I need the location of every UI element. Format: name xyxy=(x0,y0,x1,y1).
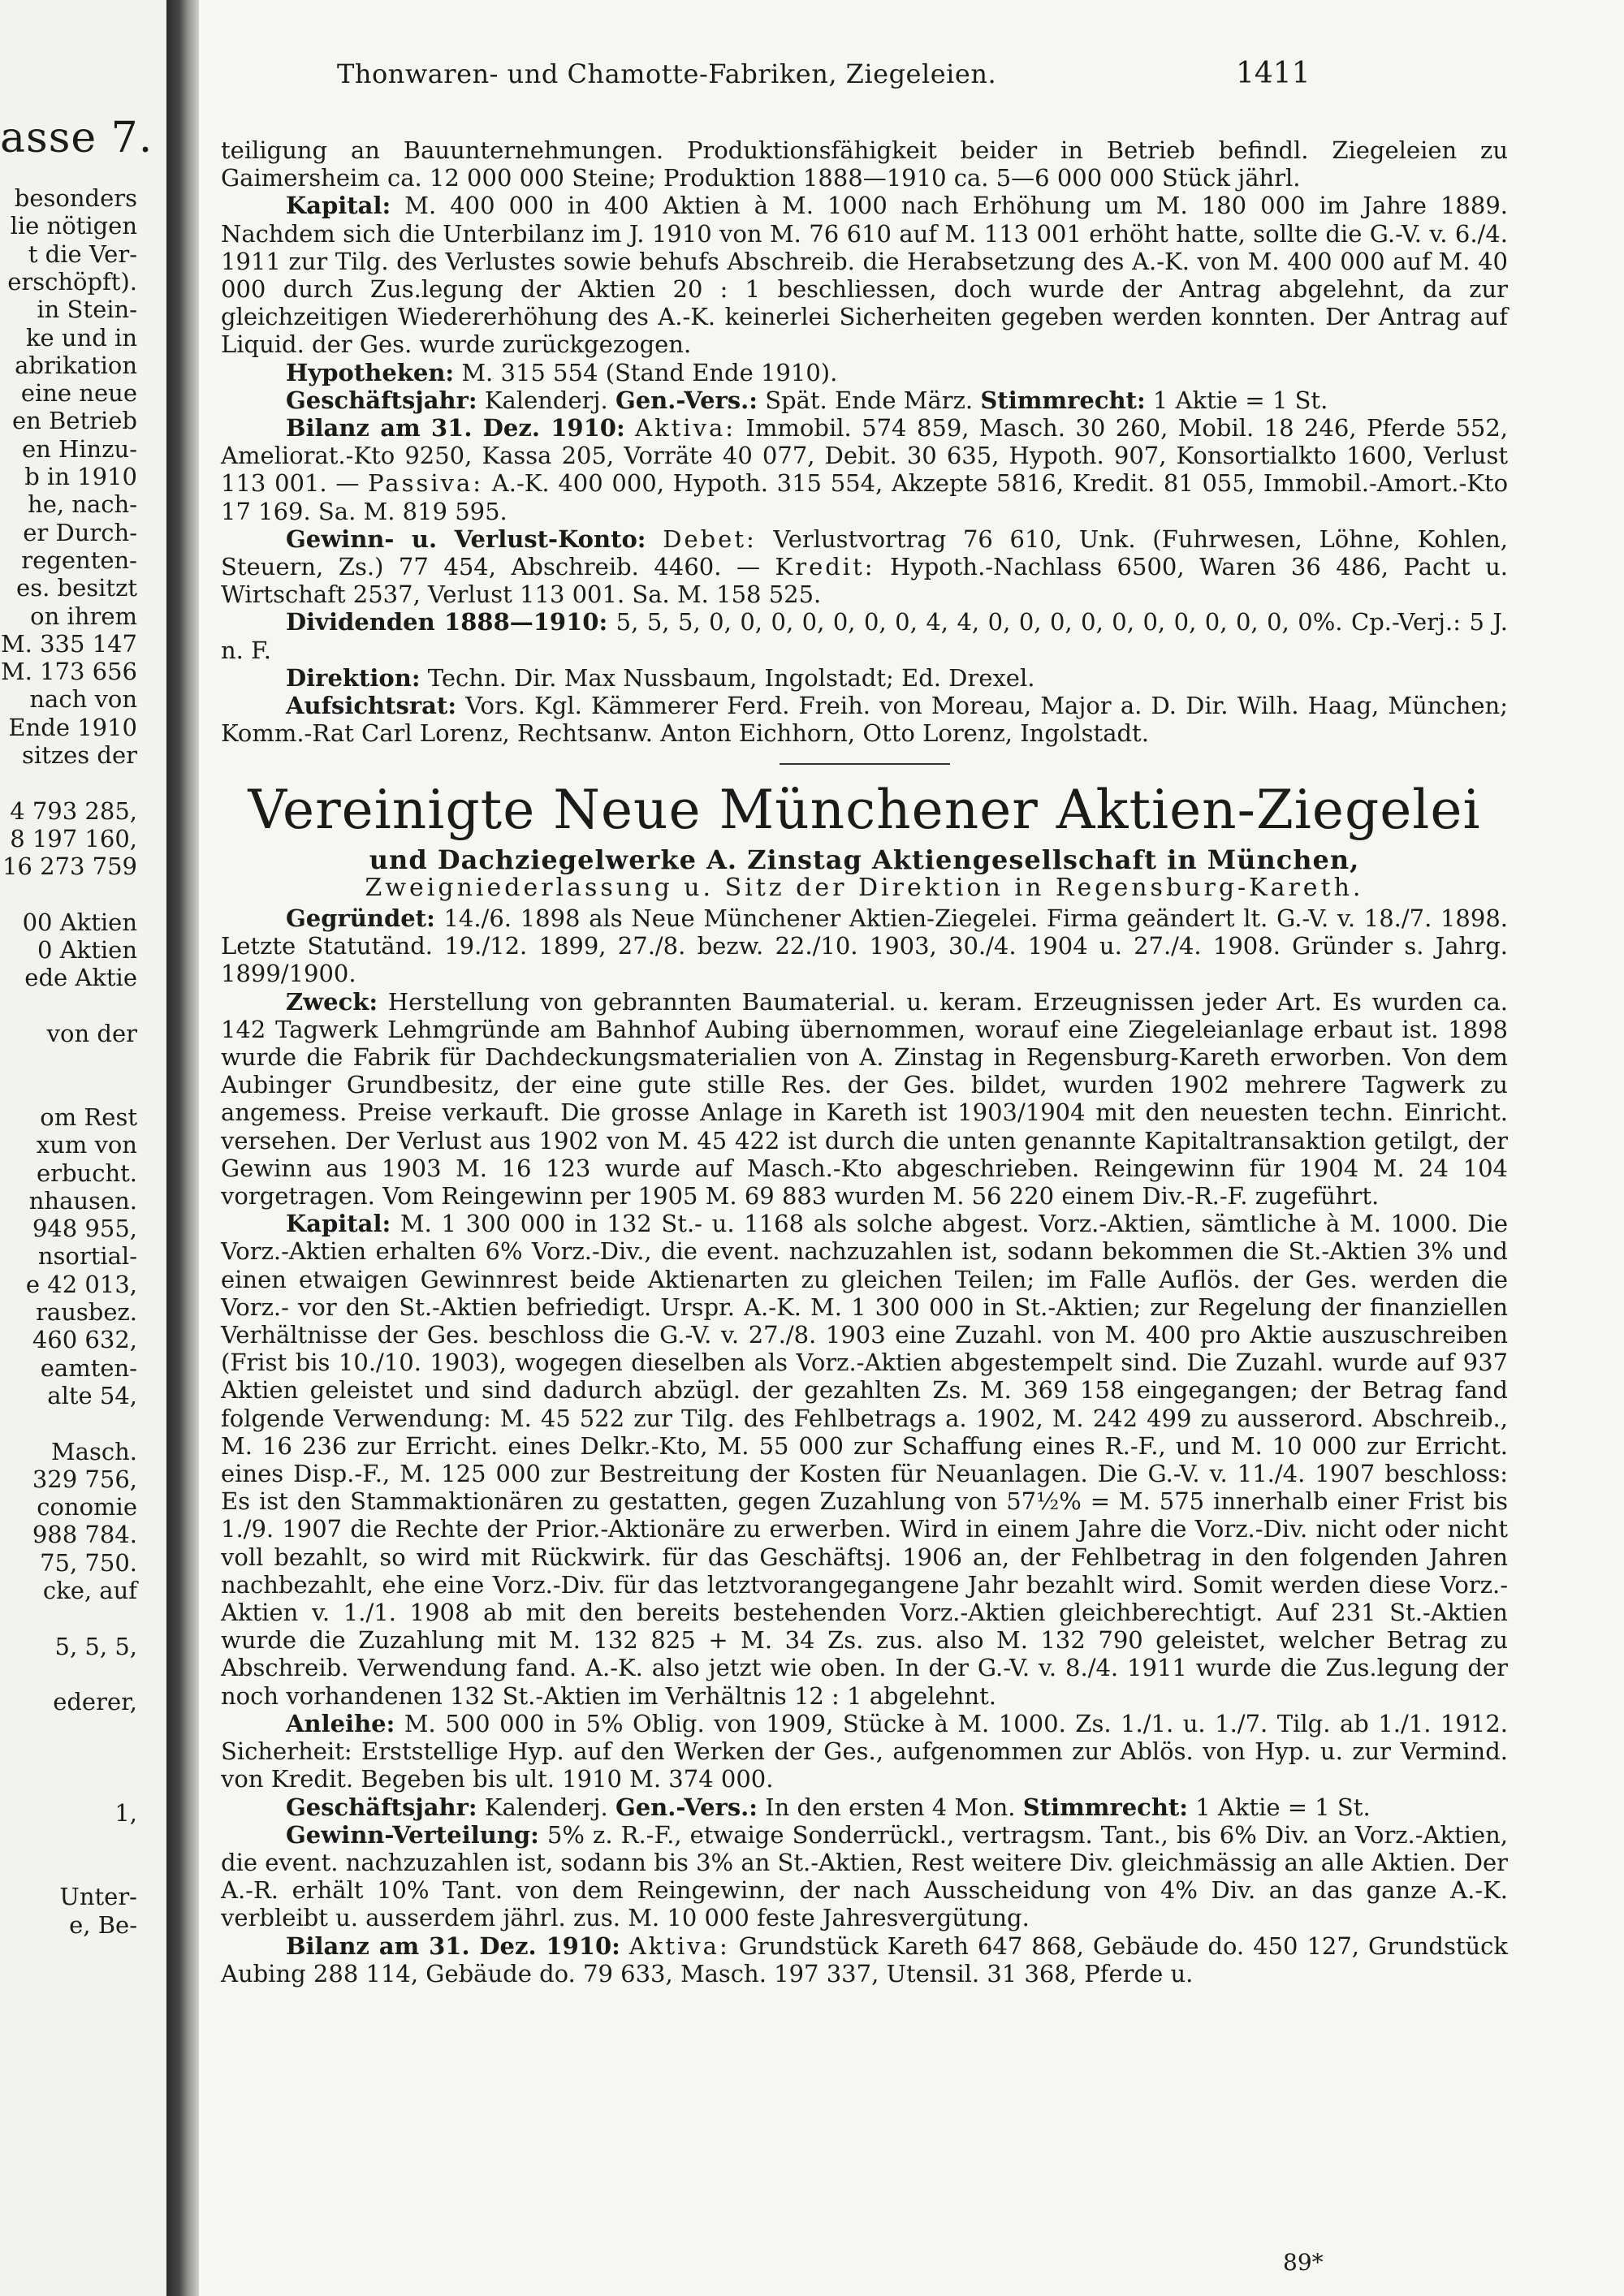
left-page-line: sitzes der xyxy=(22,741,137,769)
bilanz-aktiva-text: Immobil. 574 859, Masch. 30 260, Mobil. 18 246, Pferde 552, Ameliorat.-Kto 9250, Kassa 205, Vorräte 40 077, Debit. 30 635, Hypoth. 907, Konsortialkto 1600, Verlust 113 001. — xyxy=(221,414,1509,498)
bilanz-passiva-label: Passiva: xyxy=(368,469,484,498)
left-page-line: 0 Aktien xyxy=(37,936,137,965)
second-entry-bilanz xyxy=(221,1932,1508,1987)
left-page-line: 460 632, xyxy=(32,1326,137,1354)
hypotheken-text: M. 315 554 (Stand Ende 1910). xyxy=(461,358,838,386)
left-page-line: lie nötigen xyxy=(10,212,137,240)
gegruendet-label: Gegründet: xyxy=(286,904,435,932)
left-page-line: abrikation xyxy=(15,351,137,379)
left-page-line: 00 Aktien xyxy=(22,908,137,936)
firm-branch: Zweigniederlassung u. Sitz der Direktion in Regensburg-Kareth. xyxy=(365,874,1364,902)
stimmrecht-text: 1 Aktie = 1 St. xyxy=(1195,1793,1371,1821)
left-page-line: 988 784. xyxy=(32,1521,137,1549)
second-entry-zweck xyxy=(221,988,1508,1211)
first-entry-dividenden xyxy=(221,608,1508,663)
left-page-line: 1, xyxy=(114,1799,137,1828)
genvers-label: Gen.-Vers.: xyxy=(615,1793,758,1821)
left-page-line: 4 793 285, xyxy=(10,796,137,825)
guv-debet-label: Debet: xyxy=(663,524,757,553)
guv-debet-text: Verlustvortrag 76 610, Unk. (Fuhrwesen, Löhne, Kohlen, Steuern, Zs.) 77 454, Abschreib. 4460. — xyxy=(221,524,1508,581)
left-page-line: 8 197 160, xyxy=(10,824,137,852)
left-page-line: Unter- xyxy=(59,1883,137,1911)
bilanz-aktiva-label: Aktiva: xyxy=(628,1931,730,1960)
left-page-line: 16 273 759 xyxy=(2,852,137,881)
firm-subtitle: und Dachziegelwerke A. Zinstag Aktiengesellschaft in München, xyxy=(369,844,1360,875)
geschaeftsjahr-label: Geschäftsjahr: xyxy=(286,1793,477,1821)
firm-title: Vereinigte Neue Münchener Aktien-Ziegelei xyxy=(248,779,1481,841)
left-page-line: he, nach- xyxy=(28,490,137,519)
genvers-text: Spät. Ende März. xyxy=(765,386,974,414)
geschaeftsjahr-text: Kalenderj. xyxy=(484,386,608,414)
guv-kredit-label: Kredit: xyxy=(775,553,875,581)
zweck-text: Herstellung von gebrannten Baumaterial. u. keram. Erzeugnissen jeder Art. Es wurden ca. 142 Tagwerk Lehmgründe am Bahnhof Aubing übernommen, worauf eine Ziegeleianlage erbaut ist. 1898 wurde die Fabrik für Dachdeckungsmaterialien von A. Zinstag in Regensburg-Kareth erworben. Von dem Aubinger Grundbesitz, der eine gute stille Res. der Ges. bildet, wurden 1902 mehrere Tagwerk zu angemess. Preise verkauft. Die grosse Anlage in Kareth ist 1903/1904 mit den neuesten techn. Einricht. versehen. Der Verlust aus 1902 von M. 45 422 ist durch die unten genannte Kapitaltransaktion getilgt, der Gewinn aus 1903 M. 16 123 wurde auf Masch.-Kto abgeschrieben. Reingewinn für 1904 M. 24 104 vorgetragen. Vom Reingewinn per 1905 M. 69 883 wurden M. 56 220 einem Div.-R.-F. zugeführt. xyxy=(221,987,1508,1211)
running-title: Thonwaren- und Chamotte-Fabriken, Ziegeleien. xyxy=(337,58,997,89)
first-entry-aufsichtsrat xyxy=(221,692,1508,747)
dividenden-label: Dividenden 1888—1910: xyxy=(286,608,608,637)
left-page-line: 948 955, xyxy=(32,1215,137,1243)
dividenden-text: 5, 5, 5, 0, 0, 0, 0, 0, 0, 0, 4, 4, 0, 0, 0, 0, 0, 0, 0, 0, 0, 0, 0%. Cp.-Verj.: 5 J. n. F. xyxy=(221,608,1509,664)
hypotheken-label: Hypotheken: xyxy=(286,358,455,386)
left-page-line: conomie xyxy=(37,1493,137,1521)
kapital-text: M. 1 300 000 in 132 St.- u. 1168 als solche abgest. Vorz.-Aktien, sämtliche à M. 1000. Die Vorz.-Aktien erhalten 6% Vorz.-Div., die event. nachzuzahlen ist, sodann bekommen die St.-Aktien 3% und einen etwaigen Gewinnrest beide Aktienarten zu gleichen Teilen; im Falle Auflös. der Ges. werden die Vorz.- vor den St.-Aktien befriedigt. Urspr. A.-K. M. 1 300 000 in St.-Aktien; zur Regelung der finanziellen Verhältnisse der Ges. beschloss die G.-V. v. 27./8. 1903 eine Zuzahl. von M. 400 pro Aktie auszuschreiben (Frist bis 10./10. 1903), wogegen dieselben als Vorz.-Aktien abgestempelt sind. Die Zuzahl. wurde auf 937 Aktien geleistet und sind dadurch abzügl. der gezahlten Zs. M. 369 158 eingegangen; der Betrag fand folgende Verwendung: M. 45 522 zur Tilg. des Fehlbetrags a. 1902, M. 242 499 zu ausserord. Abschreib., M. 16 236 zur Erricht. eines Delkr.-Kto, M. 55 000 zur Schaffung eines R.-F., und M. 10 000 zur Erricht. eines Disp.-F., M. 125 000 zur Bestreitung der Kosten für Neuanlagen. Die G.-V. v. 11./4. 1907 beschloss: Es ist den Stammaktionären zu gestatten, gegen Zuzahlung von 57½% = M. 575 innerhalb einer Frist bis 1./9. 1907 die Rechte der Prior.-Aktionäre zu erwerben. Wird in einem Jahre die Vorz.-Div. nicht oder nicht voll bezahlt, so wird mit Rückwirk. für das Geschäftsj. 1906 an, der Fehlbetrag in den folgenden Jahren nachbezahlt, ehe eine Vorz.-Div. für das letztvorangegangene Jahr bezahlt wird. Somit werden diese Vorz.-Aktien v. 1./1. 1908 ab mit den bereits bestehenden Vorz.-Aktien gleichberechtigt. Auf 231 St.-Aktien wurde die Zuzahlung mit M. 132 825 + M. 34 Zs. zus. also M. 132 790 geleistet, welcher Betrag zu Abschreib. Verwendung fand. A.-K. also jetzt wie oben. In der G.-V. v. 8./4. 1911 wurde die Zus.legung der noch vorhandenen 132 St.-Aktien im Verhältnis 12 : 1 abgelehnt. xyxy=(221,1210,1508,1710)
guv-kredit-text: Hypoth.-Nachlass 6500, Waren 36 486, Pacht u. Wirtschaft 2537, Verlust 113 001. Sa. M. 158 525. xyxy=(221,553,1509,609)
left-page-line: es. besitzt xyxy=(16,574,137,602)
first-entry-bilanz xyxy=(221,414,1508,525)
left-page-line: 329 756, xyxy=(32,1465,137,1493)
kapital-label: Kapital: xyxy=(286,1210,391,1238)
genvers-text: In den ersten 4 Mon. xyxy=(765,1793,1016,1821)
left-page-line: rausbez. xyxy=(36,1298,137,1326)
left-page-line: von der xyxy=(46,1020,137,1047)
kapital-label: Kapital: xyxy=(286,192,391,220)
anleihe-text: M. 500 000 in 5% Oblig. von 1909, Stücke à M. 1000. Zs. 1./1. u. 1./7. Tilg. ab 1./1. 1912. Sicherheit: Erststellige Hyp. auf den Werken der Ges., aufgenommen zur Ablös. von Hyp. u. zur Vermind. von Kredit. Begeben bis ult. 1910 M. 374 000. xyxy=(221,1709,1508,1793)
gewinnverteilung-label: Gewinn-Verteilung: xyxy=(286,1820,539,1849)
left-page-line: erbucht. xyxy=(36,1159,137,1187)
first-entry-kapital xyxy=(221,192,1508,358)
left-page-line: Masch. xyxy=(50,1437,137,1465)
aufsichtsrat-label: Aufsichtsrat: xyxy=(286,692,457,720)
left-page-line: b in 1910 xyxy=(24,463,137,490)
gewinnverteilung-text: 5% z. R.-F., etwaige Sonderrückl., vertragsm. Tant., bis 6% Div. an Vorz.-Aktien, die event. nachzuzahlen ist, sodann bis 3% an St.-Aktien, Rest weitere Div. gleichmässig an alle Aktien. Der A.-R. erhält 10% Tant. von dem Reingewinn, der nach Ausscheidung von 4% Div. an das ganze A.-K. verbleibt u. ausserdem jährl. zus. M. 10 000 feste Jahresvergütung. xyxy=(221,1820,1509,1932)
first-entry-direktion xyxy=(221,664,1508,692)
first-entry-hypotheken xyxy=(221,359,1508,386)
bilanz-aktiva-label: Aktiva: xyxy=(635,414,736,442)
first-entry-intro: teiligung an Bauunternehmungen. Produktionsfähigkeit beider in Betrieb befindl. Ziegeleien zu Gaimersheim ca. 12 000 000 Steine; Produktion 1888—1910 ca. 5—6 000 000 Stück jährl. xyxy=(221,136,1508,192)
left-page-line: t die Ver- xyxy=(28,240,137,268)
left-page-line: nsortial- xyxy=(37,1242,137,1271)
second-entry-meta xyxy=(221,1793,1508,1821)
left-page-line: Ende 1910 xyxy=(8,713,137,741)
bilanz-label: Bilanz am 31. Dez. 1910: xyxy=(286,1931,620,1960)
left-page-line: eine neue xyxy=(20,379,137,408)
left-page-line: ke und in xyxy=(25,323,137,352)
bilanz-aktiva-text: Grundstück Kareth 647 868, Gebäude do. 450 127, Grundstück Aubing 288 114, Gebäude do. 79 633, Masch. 197 337, Utensil. 31 368, Pferde u. xyxy=(221,1931,1508,1987)
left-page-line: e 42 013, xyxy=(25,1270,137,1298)
left-page-line: e, Be- xyxy=(69,1910,137,1939)
left-page-fragment xyxy=(0,0,166,2296)
left-page-line: ederer, xyxy=(53,1688,137,1716)
stimmrecht-text: 1 Aktie = 1 St. xyxy=(1152,386,1328,414)
book-gutter xyxy=(166,0,199,2296)
geschaeftsjahr-text: Kalenderj. xyxy=(484,1793,608,1821)
entry-divider xyxy=(780,763,950,765)
first-entry-guv xyxy=(221,525,1508,609)
zweck-label: Zweck: xyxy=(286,987,378,1016)
anleihe-label: Anleihe: xyxy=(286,1709,395,1737)
second-entry-kapital xyxy=(221,1210,1508,1710)
left-page-line: besonders xyxy=(14,184,137,212)
left-page-line: nach von xyxy=(29,685,137,714)
signature-mark: 89* xyxy=(1283,2249,1324,2276)
geschaeftsjahr-label: Geschäftsjahr: xyxy=(286,386,477,414)
first-entry-meta xyxy=(221,386,1508,414)
left-page-line: 5, 5, 5, xyxy=(54,1632,137,1660)
left-page-line: cke, auf xyxy=(42,1577,137,1604)
second-entry-gewinnverteilung xyxy=(221,1821,1508,1932)
left-page-line: erschöpft). xyxy=(7,267,137,296)
left-page-line: regenten- xyxy=(21,546,137,574)
left-page-line: 75, 750. xyxy=(40,1548,137,1577)
direktion-label: Direktion: xyxy=(286,663,421,692)
left-page-line: nhausen. xyxy=(28,1186,137,1215)
direktion-text: Techn. Dir. Max Nussbaum, Ingolstadt; Ed. Drexel. xyxy=(427,663,1035,692)
left-page-line: alte 54, xyxy=(47,1381,137,1409)
page-number: 1411 xyxy=(1236,57,1311,90)
left-page-line: en Betrieb xyxy=(11,407,137,435)
stimmrecht-label: Stimmrecht: xyxy=(980,386,1146,414)
kapital-text: M. 400 000 in 400 Aktien à M. 1000 nach Erhöhung um M. 180 000 im Jahre 1889. Nachdem sich die Unterbilanz im J. 1910 von M. 76 610 auf M. 113 001 erhöht hatte, sollte die G.-V. v. 6./4. 1911 zur Tilg. des Verlustes sowie behufs Abschreib. die Herabsetzung des A.-K. von M. 400 000 auf M. 40 000 durch Zus.legung der Aktien 20 : 1 beschliessen, doch wurde der Antrag abgelehnt, da zur gleichzeitigen Wiedererhöhung des A.-K. keinerlei Sicherheiten gegeben werden konnten. Der Antrag auf Liquid. der Ges. wurde zurückgezogen. xyxy=(221,192,1508,359)
left-page-line: eamten- xyxy=(40,1353,137,1382)
left-page-line: ede Aktie xyxy=(24,964,137,992)
left-page-title: asse 7. xyxy=(0,114,153,162)
left-page-line: on ihrem xyxy=(30,602,137,630)
bilanz-label: Bilanz am 31. Dez. 1910: xyxy=(286,414,625,442)
left-page-line: om Rest xyxy=(40,1103,137,1131)
second-entry-anleihe xyxy=(221,1710,1508,1793)
left-page-line: er Durch- xyxy=(23,518,137,546)
genvers-label: Gen.-Vers.: xyxy=(615,386,758,414)
aufsichtsrat-text: Vors. Kgl. Kämmerer Ferd. Freih. von Moreau, Major a. D. Dir. Wilh. Haag, München; Komm.-Rat Carl Lorenz, Rechtsanw. Anton Eichhorn, Otto Lorenz, Ingolstadt. xyxy=(221,692,1508,748)
left-page-line: en Hinzu- xyxy=(21,434,137,463)
bilanz-passiva-text: A.-K. 400 000, Hypoth. 315 554, Akzepte 5816, Kredit. 81 055, Immobil.-Amort.-Kto 17 169. Sa. M. 819 595. xyxy=(221,469,1509,525)
left-page-line: xum von xyxy=(36,1131,137,1159)
left-page-line: M. 335 147 xyxy=(0,629,137,658)
second-entry xyxy=(221,904,1508,1987)
gegruendet-text: 14./6. 1898 als Neue Münchener Aktien-Ziegelei. Firma geändert lt. G.-V. v. 18./7. 1898. Letzte Statutänd. 19./12. 1899, 27./8. bezw. 22./10. 1903, 30./4. 1904 u. 27./4. 1908. Gründer s. Jahrg. 1899/1900. xyxy=(221,904,1508,988)
first-entry xyxy=(221,136,1508,747)
stimmrecht-label: Stimmrecht: xyxy=(1022,1793,1189,1821)
left-page-line: in Stein- xyxy=(37,296,137,324)
left-page-line: M. 173 656 xyxy=(0,658,137,686)
second-entry-gegruendet xyxy=(221,904,1508,988)
guv-label: Gewinn- u. Verlust-Konto: xyxy=(286,524,646,553)
